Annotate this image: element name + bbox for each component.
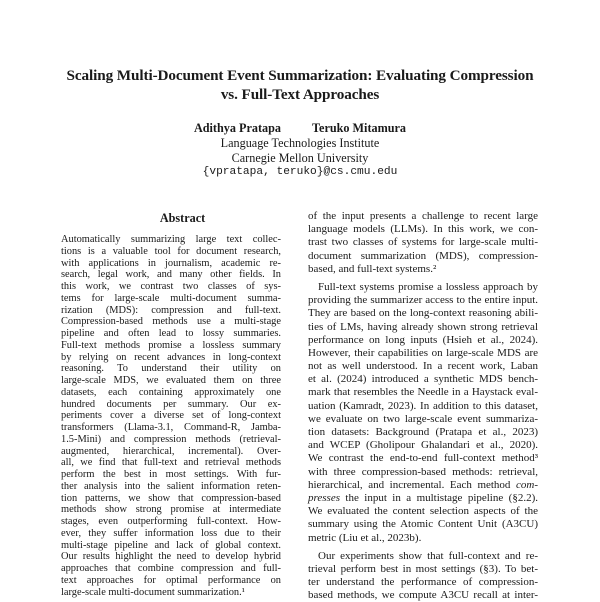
abstract-line: text approaches for optimal performance on [61, 574, 281, 586]
paragraph-line: we evaluate on two large-scale event summariza- [308, 412, 538, 425]
abstract-line: tions is a valuable tool for document research, [61, 245, 281, 257]
introduction-body [308, 210, 538, 602]
author-name: Adithya Pratapa [193, 121, 281, 135]
paragraph-line: ties of LMs, having already shown strong retrieval [308, 320, 538, 333]
author-list [0, 121, 600, 136]
paragraph-line: providing the summarizer access to the entire input. [308, 294, 538, 307]
abstract-line: ther analysis into the salient information reten- [61, 480, 281, 492]
abstract-line: methods show strong promise at intermediate [61, 504, 281, 516]
paragraph-line: mark that resembles the Needle in a Haystack eval- [308, 386, 538, 399]
affiliation-university: Carnegie Mellon University [231, 150, 369, 165]
paragraph-line: based, and full-text systems.² [308, 262, 437, 275]
paragraph-line: language models (LLMs). In this work, we con- [308, 223, 538, 236]
paragraph-line: trieval perform best in most settings (§3). To bet- [308, 562, 538, 575]
abstract-line: large-scale multi-document summarization.¹ [61, 586, 245, 598]
paragraph-line: hierarchical, and incremental. Each method com- [308, 478, 538, 491]
abstract-line: Compression-based methods use a multi-stage [61, 316, 281, 328]
abstract-line: periments cover a diverse set of long-context [61, 410, 281, 422]
author-name: Teruko Mitamura [312, 121, 407, 135]
abstract-line: Automatically summarizing large text collec- [61, 234, 281, 245]
paragraph-line: not as well understood. In a recent work, Laban [308, 360, 538, 373]
paragraph-line: et al. (2024) introduced a synthetic MDS bench- [308, 373, 538, 386]
paragraph-line: tion datasets: Background (Pratapa et al., 2023) [308, 426, 538, 438]
abstract-line: large-scale MDS, we evaluated them on three [61, 375, 281, 386]
affiliation [0, 136, 600, 180]
abstract-line: approaches that combine compression and full- [61, 563, 281, 574]
author-email: {vpratapa, teruko}@cs.cmu.edu [202, 166, 398, 179]
abstract-body [61, 234, 281, 598]
abstract-line: all, we find that full-text and retrieval methods [61, 457, 281, 469]
paragraph-line: They are based on the long-context reasoning abili- [308, 307, 538, 320]
paragraph-line: ter understand the performance of compression- [308, 576, 538, 589]
abstract-line: tems for large-scale multi-document summa- [61, 292, 281, 304]
abstract-line: Our results highlight the need to develop hybrid [61, 551, 281, 563]
abstract-line: Full-text methods promise a lossless summary [61, 339, 281, 351]
abstract-line: reasoning. To understand their utility on [61, 363, 281, 375]
abstract-line: datasets, each containing approximately one [61, 386, 281, 398]
abstract-line: this work, we contrast two classes of sys- [61, 281, 281, 292]
paragraph-line: Our experiments show that full-context and re- [318, 549, 538, 562]
abstract-line: stages, even outperforming full-context. How- [61, 516, 281, 527]
paper-title [0, 66, 600, 104]
paragraph-line: We contrast the end-to-end full-context method³ [308, 452, 538, 465]
paragraph-line: of the input presents a challenge to recent large [308, 210, 538, 222]
abstract-line: tion patterns, we show that compression-based [61, 492, 281, 504]
paragraph-line: We evaluated the content selection aspects of the [308, 505, 538, 518]
abstract-heading: Abstract [159, 211, 206, 225]
abstract-line: search, legal work, and many other fields. In [61, 269, 281, 281]
paragraph-line: uation (Kamradt, 2023). In addition to this dataset, [308, 399, 538, 412]
title-line-2: vs. Full-Text Approaches [220, 86, 380, 103]
paragraph-line: document summarization (MDS), compression- [308, 249, 538, 262]
abstract-line: rization (MDS): compression and full-text. [61, 304, 281, 316]
paragraph-line: based methods, we compute A3CU recall at inter- [308, 589, 538, 602]
title-line-1: Scaling Multi-Document Event Summarization: Evaluating Compression [66, 67, 534, 84]
paragraph-line: presses the input in a multistage pipeline (§2.2). [308, 491, 538, 504]
abstract-line: ever, they suffer information loss due to their [61, 527, 281, 539]
paragraph-line: summary using the Atomic Content Unit (A3CU) [308, 518, 538, 531]
abstract-line: augmented, hierarchical, incremental). Over- [61, 445, 281, 457]
paragraph-line: metric (Liu et al., 2023b). [308, 531, 422, 544]
abstract-line: pipeline and often lead to lossy summaries. [61, 328, 281, 339]
abstract-line: 1.5-Mini) and compression methods (retrieval- [61, 433, 281, 445]
abstract-line: perform the best in most settings. With fur- [61, 469, 281, 480]
paragraph-line: and WCEP (Gholipour Ghalandari et al., 2020). [308, 439, 538, 452]
abstract-line: hundred documents per summary. Our ex- [61, 398, 281, 410]
affiliation-institute: Language Technologies Institute [220, 136, 380, 150]
paragraph-line: with three compression-based methods: retrieval, [308, 465, 538, 478]
abstract-line: with applications in journalism, academic re- [61, 257, 281, 269]
paragraph-line: However, their capabilities on large-scale MDS are [308, 346, 538, 359]
abstract-line: by relying on recent advances in long-context [61, 351, 281, 363]
paragraph-line: Full-text systems promise a lossless approach by [318, 280, 538, 293]
abstract-line: multi-stage pipeline and lack of global context. [61, 539, 281, 551]
paragraph-line: trast two classes of systems for large-scale multi- [308, 236, 538, 249]
paragraph-line: performance on long inputs (Hsieh et al., 2024). [308, 333, 538, 346]
abstract-line: transformers (Llama-3.1, Command-R, Jamba- [61, 422, 281, 433]
